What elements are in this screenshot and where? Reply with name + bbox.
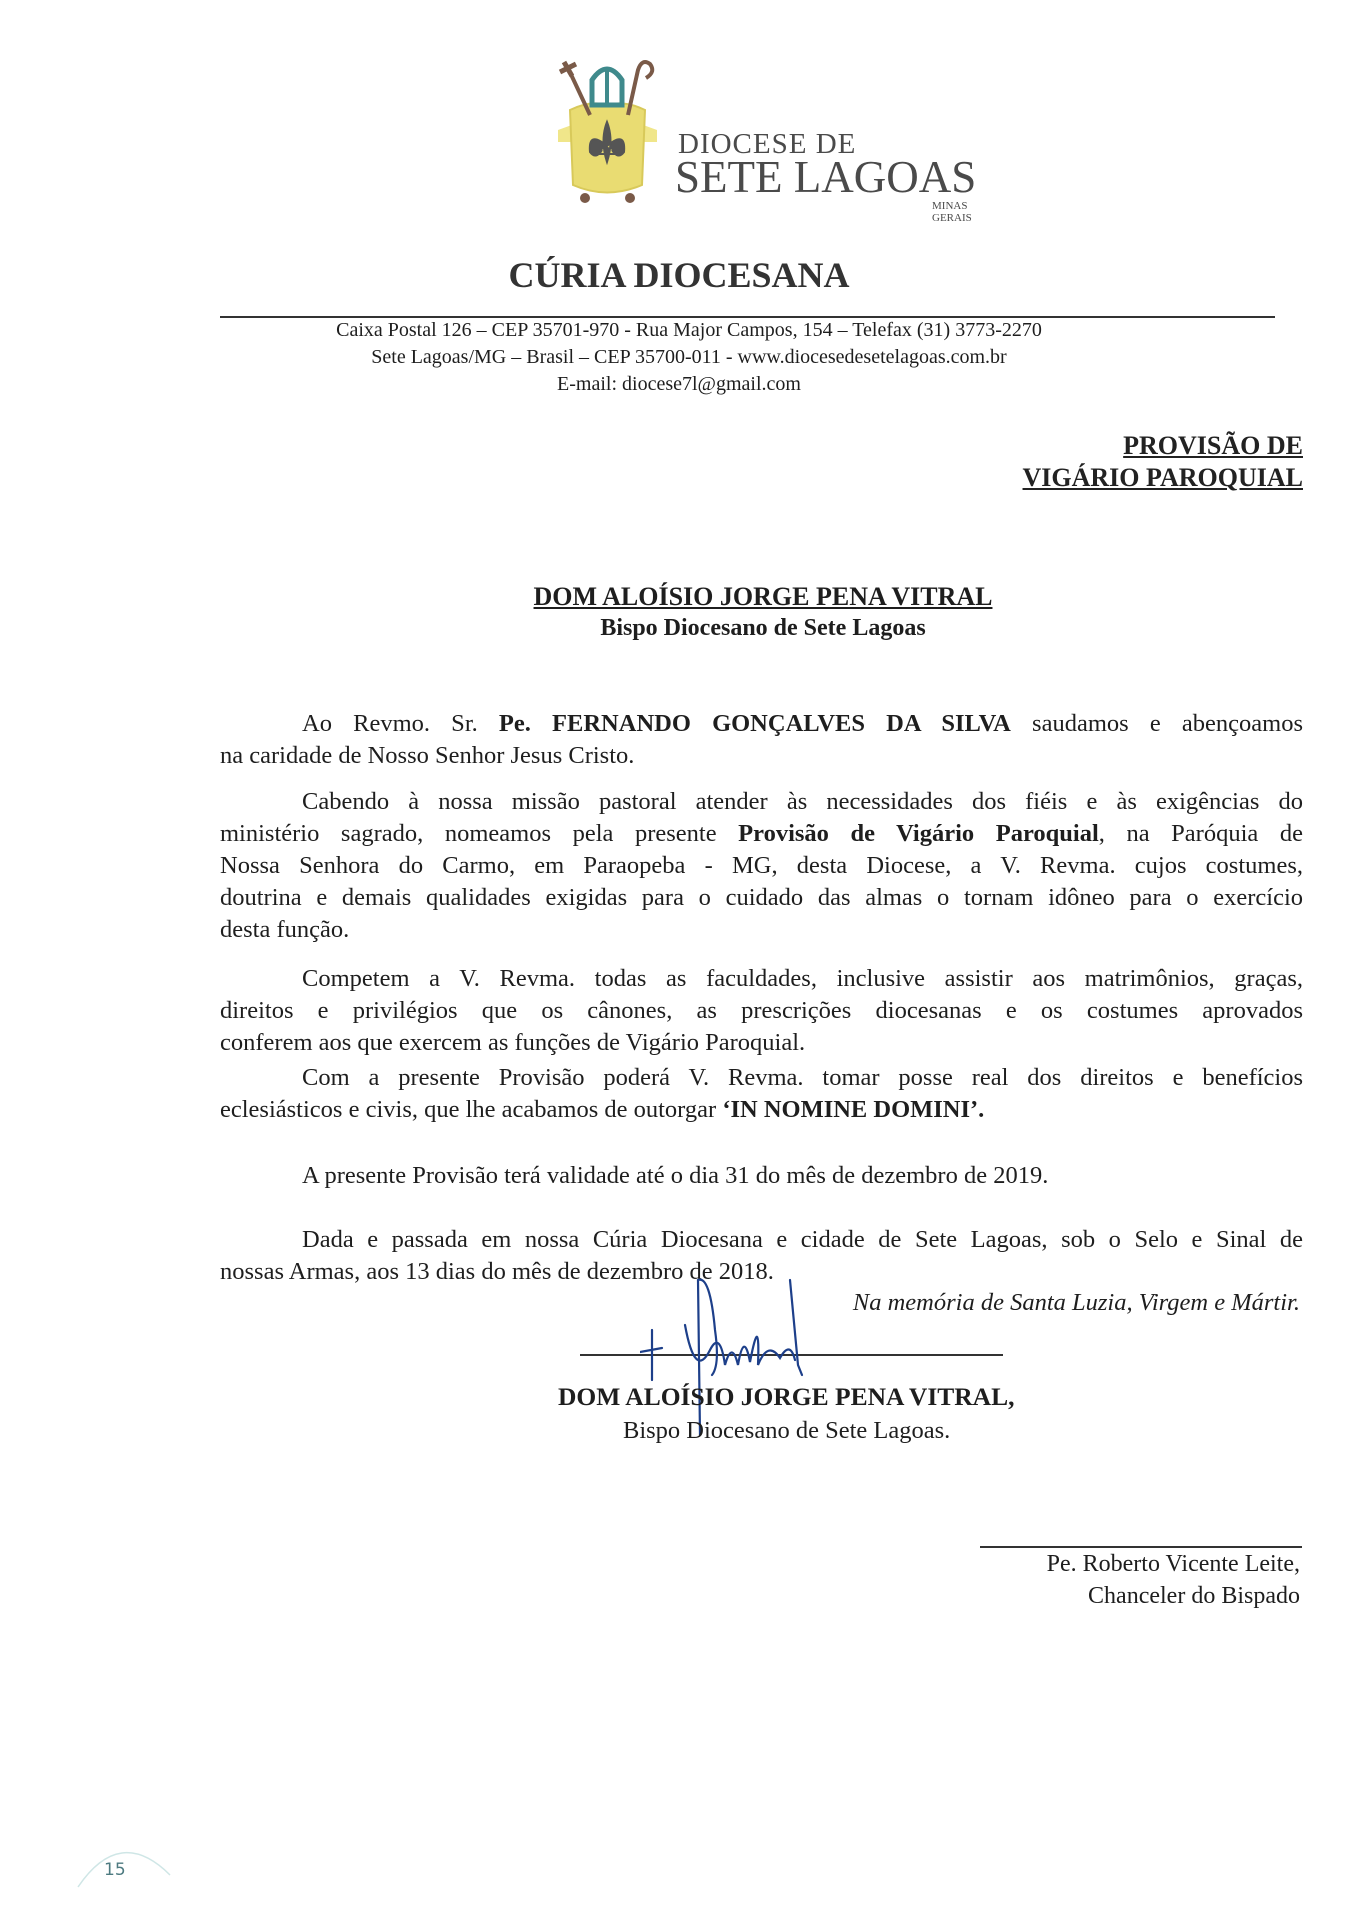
- p6-line2: nossas Armas, aos 13 dias do mês de dezembro de 2018.: [220, 1258, 774, 1285]
- document-title-line2: VIGÁRIO PAROQUIAL: [1022, 463, 1303, 492]
- p1-text: Ao Revmo. Sr.: [302, 710, 499, 737]
- p3-line3: conferem aos que exercem as funções de Vigário Paroquial.: [220, 1029, 806, 1056]
- document-title: [1023, 430, 1303, 494]
- logo-text-line2: SETE LAGOAS: [675, 152, 977, 202]
- contact-line-email: E-mail: diocese7l@gmail.com: [557, 373, 801, 395]
- chancellor-signature-line: [980, 1546, 1302, 1548]
- logo-text-line1: DIOCESE DE: [678, 128, 857, 160]
- p2-line1: Cabendo à nossa missão pastoral atender às necessidades dos fiéis e às exigências do: [302, 788, 1303, 815]
- provision-type: Provisão de Vigário Paroquial: [738, 820, 1099, 847]
- issuer-role: Bispo Diocesano de Sete Lagoas: [600, 615, 926, 641]
- p2-line4: doutrina e demais qualidades exigidas para o cuidado das almas o tornam idôneo para o exercício: [220, 884, 1303, 911]
- chancellor-role: Chanceler do Bispado: [1088, 1583, 1300, 1609]
- p2-text: ministério sagrado, nomeamos pela presente: [220, 820, 739, 847]
- p1-line2: na caridade de Nosso Senhor Jesus Cristo.: [220, 742, 635, 769]
- diocese-emblem-icon: [550, 50, 665, 210]
- latin-phrase: ‘IN NOMINE DOMINI’.: [722, 1096, 985, 1123]
- contact-line-address: Caixa Postal 126 – CEP 35701-970 - Rua Major Campos, 154 – Telefax (31) 3773-2270: [336, 319, 1042, 341]
- addressee-name: Pe. FERNANDO GONÇALVES DA SILVA: [498, 710, 1011, 737]
- chancellor-name: Pe. Roberto Vicente Leite,: [1046, 1551, 1300, 1577]
- p5-validity: A presente Provisão terá validade até o dia 31 do mês de dezembro de 2019.: [302, 1162, 1049, 1189]
- p3-line2: direitos e privilégios que os cânones, as prescrições diocesanas e os costumes aprovados: [220, 997, 1303, 1024]
- p1-text-end: saudamos e abençoamos: [1010, 710, 1303, 737]
- p2-line3: Nossa Senhora do Carmo, em Paraopeba - MG, desta Diocese, a V. Revma. cujos costumes,: [220, 852, 1303, 879]
- logo-text-line3: MINAS GERAIS: [932, 200, 972, 224]
- p4-line2: [220, 1095, 1303, 1125]
- document-title-line1: PROVISÃO DE: [1123, 431, 1303, 460]
- diocese-logo: [550, 50, 980, 224]
- p1-line1: [302, 709, 1303, 739]
- p3-line1: Competem a V. Revma. todas as faculdades, inclusive assistir aos matrimônios, graças,: [302, 965, 1303, 992]
- p6-line1: Dada e passada em nossa Cúria Diocesana e cidade de Sete Lagoas, sob o Selo e Sinal de: [302, 1226, 1303, 1253]
- memorial-line: Na memória de Santa Luzia, Virgem e Mártir.: [852, 1289, 1300, 1316]
- p2-line2: [220, 819, 1303, 849]
- signatory-role: Bispo Diocesano de Sete Lagoas.: [623, 1417, 951, 1444]
- office-title: CÚRIA DIOCESANA: [508, 255, 850, 295]
- page-number: 15: [104, 1860, 126, 1880]
- p4-line1: Com a presente Provisão poderá V. Revma. tomar posse real dos direitos e benefícios: [302, 1064, 1303, 1091]
- issuer-name: DOM ALOÍSIO JORGE PENA VITRAL: [533, 582, 993, 611]
- contact-line-web: Sete Lagoas/MG – Brasil – CEP 35700-011 - www.diocesedesetelagoas.com.br: [371, 346, 1007, 368]
- signatory-name: DOM ALOÍSIO JORGE PENA VITRAL,: [558, 1382, 1015, 1411]
- p2-line5: desta função.: [220, 916, 350, 943]
- p2-text-end: , na Paróquia de: [1098, 820, 1303, 847]
- p4-text: eclesiásticos e civis, que lhe acabamos de outorgar: [220, 1096, 723, 1123]
